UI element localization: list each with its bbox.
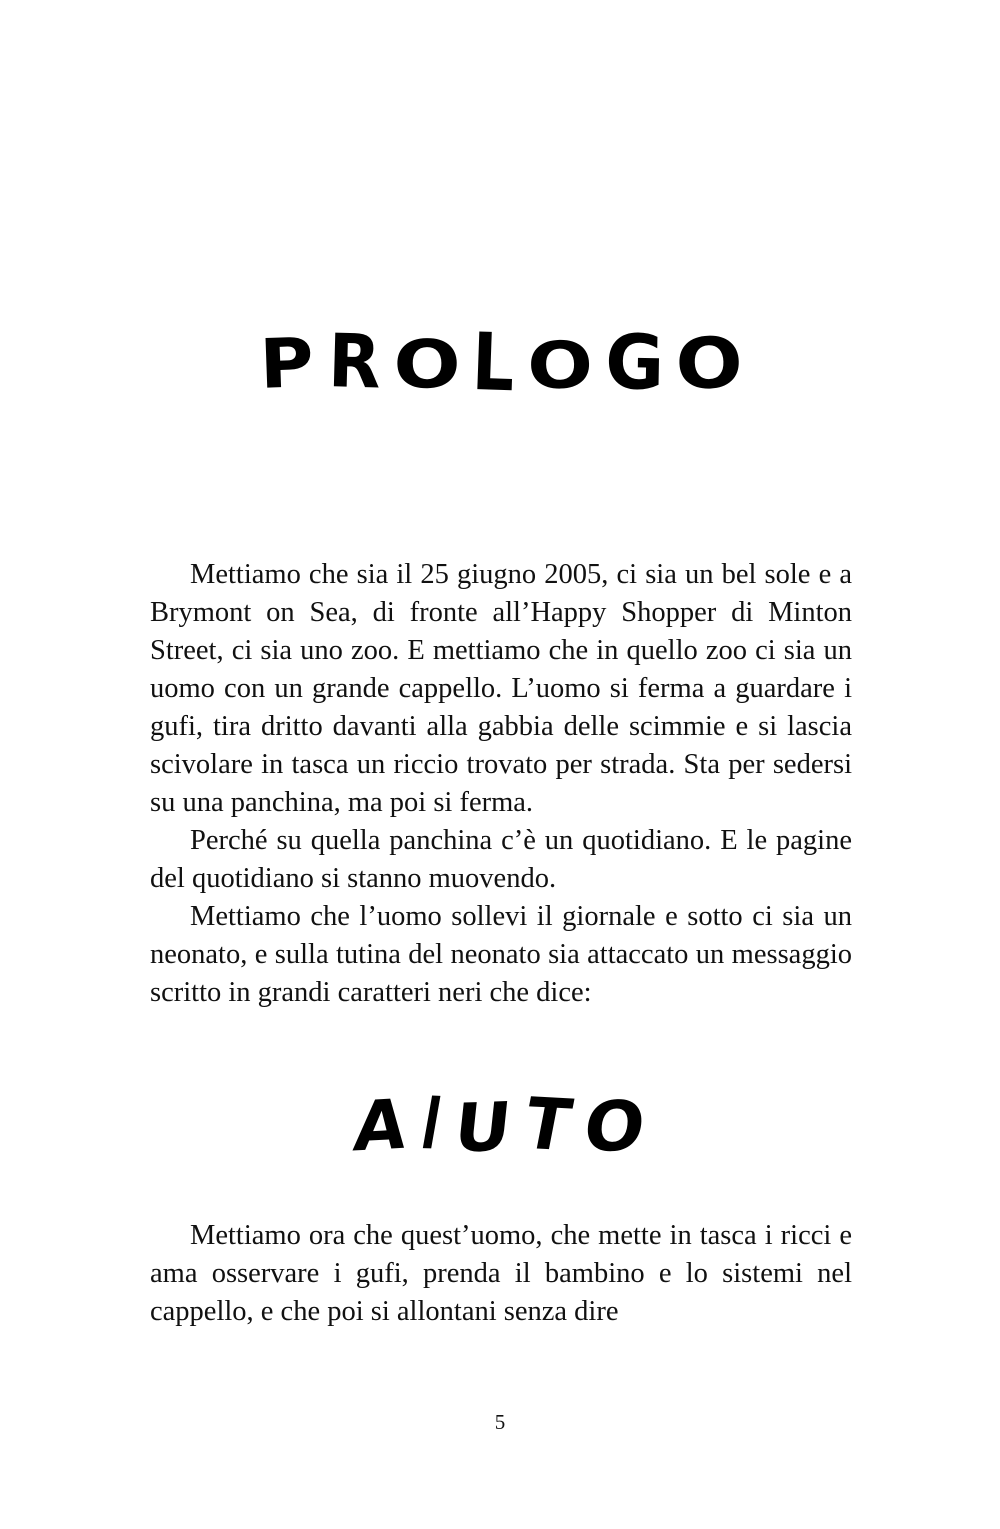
page-number: 5 [494,1410,506,1434]
body-text-upper [150,556,852,1012]
display-word-aiuto [0,1083,1000,1169]
display-glyph: G [604,318,665,407]
display-glyph: O [674,321,745,406]
chapter-title [0,315,1000,410]
display-glyph: A [351,1084,411,1168]
display-glyph: L [470,315,516,410]
display-word-glyphs [341,1083,658,1169]
paragraph: Perché su quella panchina c’è un quotidiano. E le pagine del quotidiano si stanno muovendo. [150,825,852,894]
display-glyph: R [326,318,382,406]
display-glyph: U [450,1088,515,1168]
paragraph: Mettiamo che l’uomo sollevi il giornale e sotto ci sia un neonato, e sulla tutina del neonato sia attaccato un messaggio scritto in grandi caratteri neri che dice: [150,901,852,1008]
paragraph: Mettiamo ora che quest’uomo, che mette in tasca i ricci e ama osservare i gufi, prenda il bambino e lo sistemi nel cappello, e che poi si allontani senza dire [150,1220,852,1327]
display-glyph: O [580,1085,650,1169]
display-glyph: P [258,323,316,405]
body-text-lower [150,1217,852,1331]
display-glyph: I [415,1081,447,1167]
display-glyph: O [525,327,594,404]
paragraph: Mettiamo che sia il 25 giugno 2005, ci sia un bel sole e a Brymont on Sea, di fronte all’Happy Shopper di Minton Street, ci sia uno zoo. E mettiamo che in quello zoo ci sia un uomo con un grande cappello. L’uomo si ferma a guardare i gufi, tira dritto davanti alla gabbia delle scimmie e si lascia scivolare in tasca un riccio trovato per strada. Sta per sedersi su una panchina, ma poi si ferma. [150,559,852,818]
display-glyph: O [392,325,462,404]
chapter-title-glyphs [253,315,746,410]
display-glyph: T [518,1082,579,1168]
